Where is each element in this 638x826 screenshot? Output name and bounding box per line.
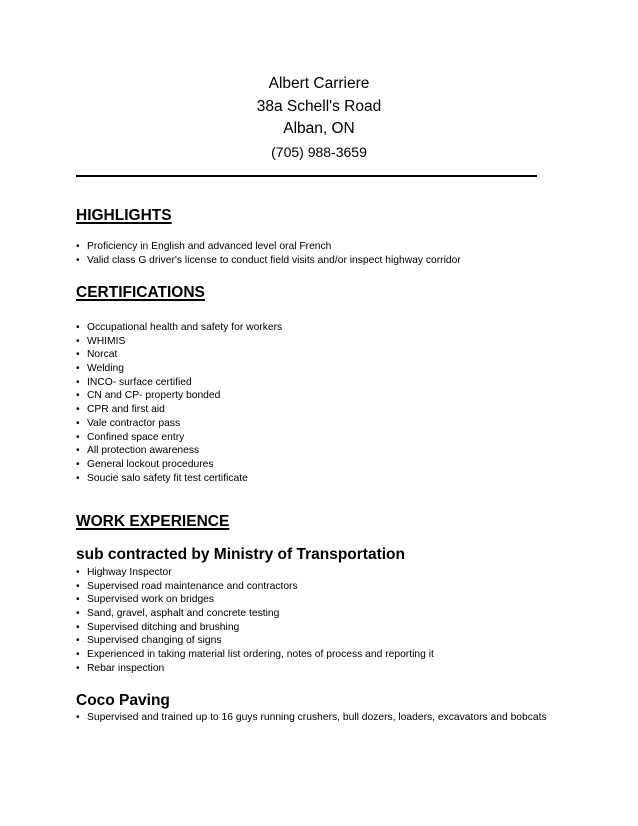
list-item: • Supervised work on bridges — [76, 594, 215, 606]
list-item: • Valid class G driver's license to conduct field visits and/or inspect highway corridor — [76, 254, 461, 266]
bullet-icon: • — [76, 376, 80, 388]
employer-title: sub contracted by Ministry of Transportation — [76, 546, 405, 563]
bullet-icon: • — [76, 712, 80, 723]
bullet-icon: • — [76, 649, 80, 661]
street-address: 38a Schell's Road — [256, 97, 382, 115]
bullet-icon: • — [76, 621, 80, 633]
bullet-icon: • — [76, 349, 80, 361]
list-item: • Highway Inspector — [76, 567, 172, 578]
list-item: • CN and CP- property bonded — [76, 390, 221, 402]
certifications-list — [76, 321, 282, 485]
list-item: • Experienced in taking material list ordering, notes of process and reporting it — [76, 649, 434, 661]
bullet-icon: • — [76, 390, 80, 402]
list-item: • INCO- surface certified — [76, 376, 192, 388]
list-item: • Vale contractor pass — [76, 417, 181, 429]
bullet-icon: • — [76, 635, 80, 647]
phone-number: (705) 988-3659 — [271, 143, 367, 160]
bullet-icon: • — [76, 431, 80, 443]
list-item: • Supervised changing of signs — [76, 635, 222, 647]
list-item: • Supervised ditching and brushing — [76, 621, 240, 633]
bullet-icon: • — [76, 662, 80, 674]
bullet-icon: • — [76, 445, 80, 457]
list-item: • Sand, gravel, asphalt and concrete testing — [76, 608, 280, 620]
list-item: • Supervised and trained up to 16 guys running crushers, bull dozers, loaders, excavators and bobcats — [76, 712, 547, 723]
bullet-icon: • — [76, 594, 80, 606]
job-duties-list — [76, 711, 547, 725]
list-item: • General lockout procedures — [76, 458, 214, 470]
bullet-icon: • — [76, 404, 80, 416]
list-item: • All protection awareness — [76, 445, 200, 457]
city-province: Alban, ON — [283, 120, 355, 137]
bullet-icon: • — [76, 580, 80, 592]
bullet-icon: • — [76, 254, 80, 266]
list-item: • Supervised road maintenance and contractors — [76, 580, 298, 592]
list-item: • CPR and first aid — [76, 404, 165, 416]
bullet-icon: • — [76, 363, 80, 375]
list-item: • Confined space entry — [76, 431, 185, 443]
bullet-icon: • — [76, 241, 80, 252]
list-item: • Proficiency in English and advanced level oral French — [76, 241, 332, 252]
bullet-icon: • — [76, 567, 80, 578]
contact-header — [0, 73, 638, 163]
bullet-icon: • — [76, 335, 80, 347]
certifications-heading: CERTIFICATIONS — [76, 284, 205, 301]
bullet-icon: • — [76, 417, 80, 429]
list-item: • Occupational health and safety for workers — [76, 322, 283, 333]
list-item: • WHIMIS — [76, 335, 126, 347]
bullet-icon: • — [76, 458, 80, 470]
applicant-name: Albert Carriere — [268, 75, 370, 92]
employer-title: Coco Paving — [76, 692, 170, 709]
list-item: • Rebar inspection — [76, 662, 165, 674]
bullet-icon: • — [76, 472, 80, 484]
header-divider — [76, 175, 537, 177]
bullet-icon: • — [76, 608, 80, 620]
list-item: • Welding — [76, 363, 125, 375]
highlights-list — [76, 240, 461, 267]
work-experience-heading: WORK EXPERIENCE — [76, 513, 230, 530]
list-item: • Soucie salo safety fit test certificate — [76, 472, 248, 484]
list-item: • Norcat — [76, 349, 118, 361]
highlights-heading: HIGHLIGHTS — [76, 207, 172, 224]
bullet-icon: • — [76, 322, 80, 333]
job-duties-list — [76, 566, 434, 676]
